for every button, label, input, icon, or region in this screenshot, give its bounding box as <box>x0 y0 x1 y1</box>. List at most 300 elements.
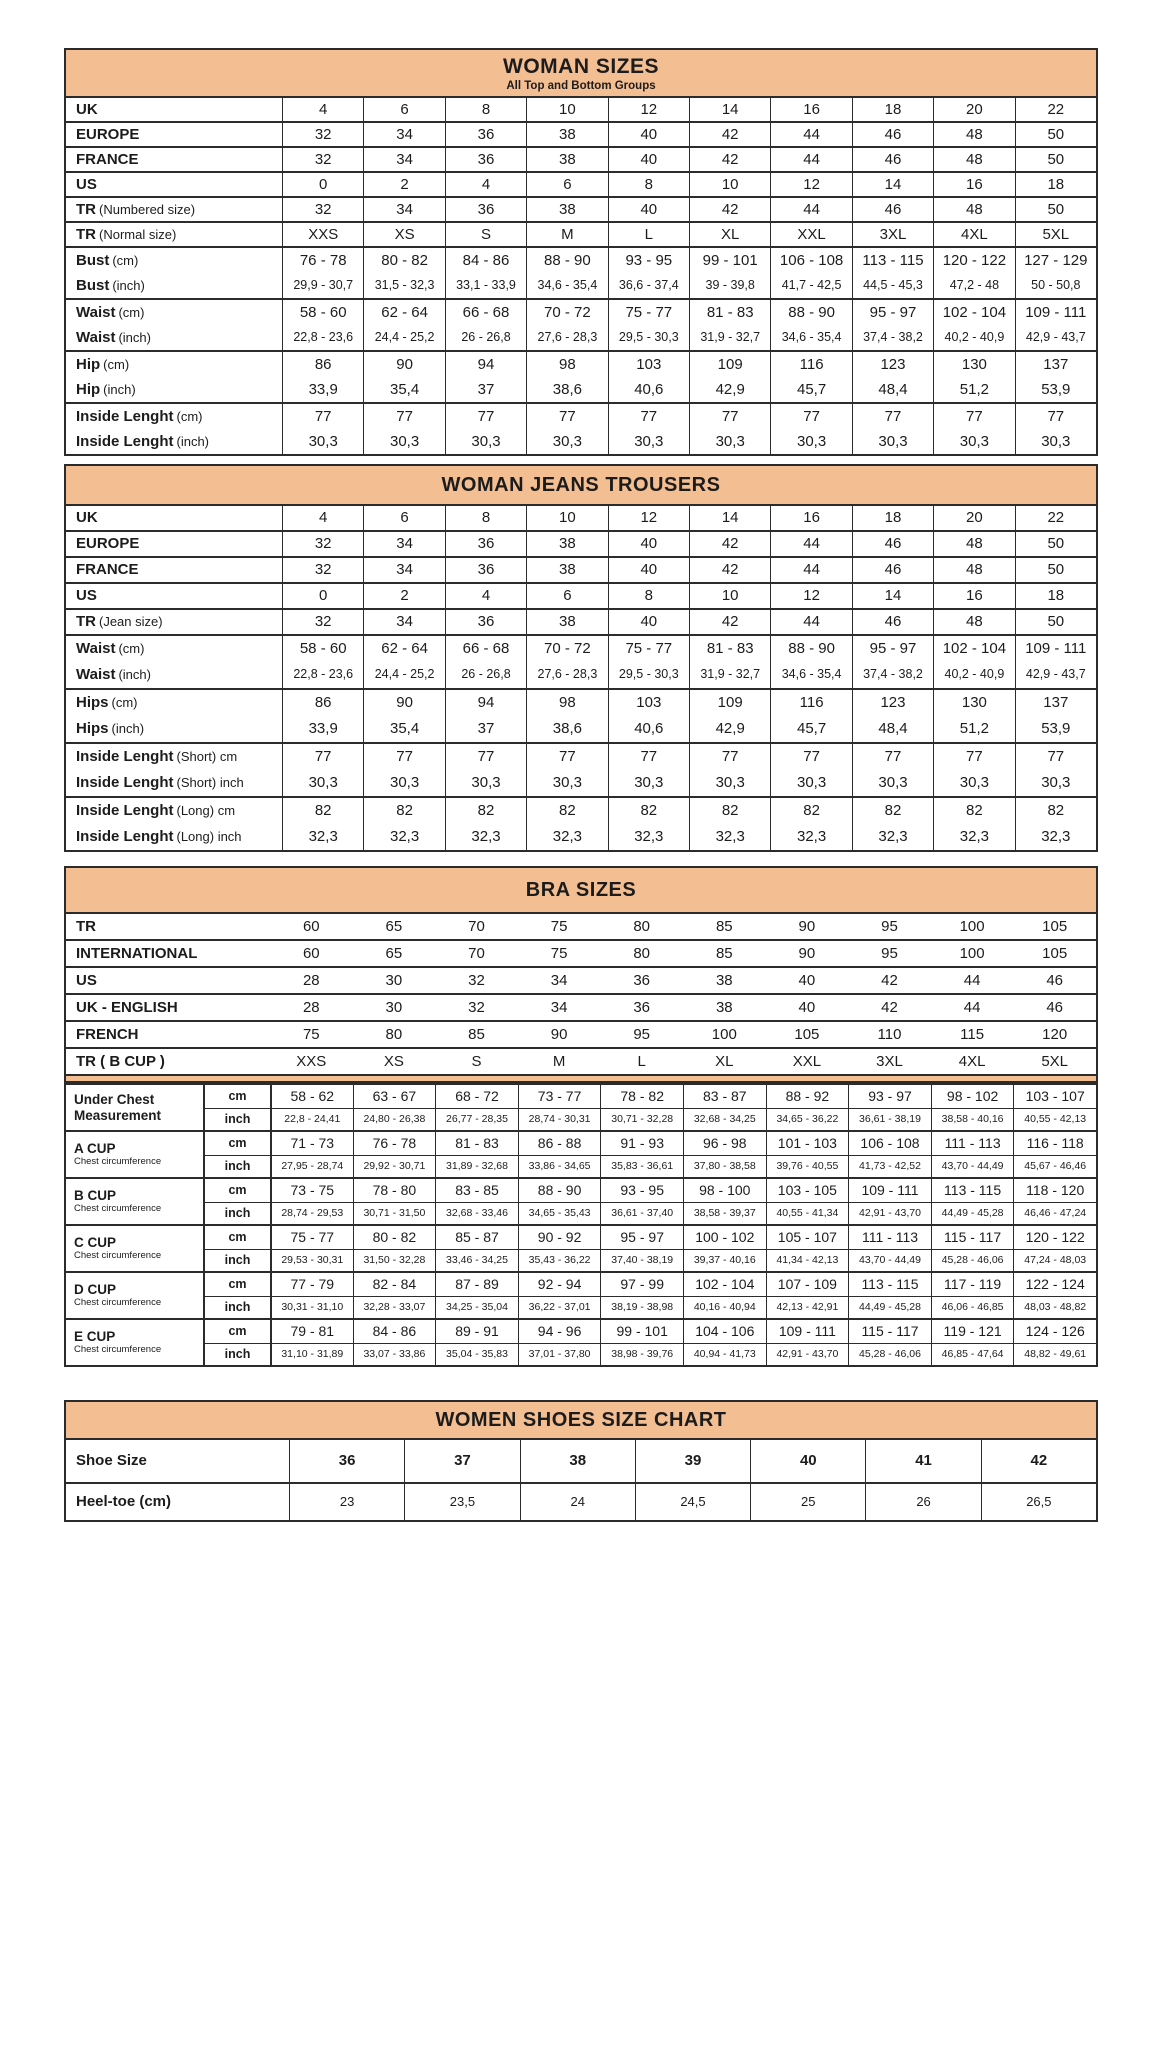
table-cell: 30,3 <box>933 429 1014 454</box>
table-cell: 29,9 - 30,7 <box>282 273 363 298</box>
table-cell: 34,6 - 35,4 <box>526 273 607 298</box>
table-cell: 40 <box>608 610 689 634</box>
table-cell: XXS <box>296 1052 327 1070</box>
table-cell: 68 - 72 <box>435 1085 518 1108</box>
table-cell: 77 <box>933 404 1014 429</box>
table-cell: 120 <box>1042 1025 1068 1043</box>
table-cell: 60 <box>302 944 320 962</box>
table-cell: 95 <box>881 917 898 935</box>
table-cell: 34 <box>363 198 444 221</box>
table-cell: 88 - 90 <box>526 248 607 273</box>
table-cell: 82 <box>282 798 363 824</box>
table-cell: 62 - 64 <box>363 636 444 662</box>
table-cell: 30,3 <box>445 429 526 454</box>
table-row <box>66 352 1096 377</box>
table-cell: 77 <box>689 404 770 429</box>
table-cell: 42,13 - 42,91 <box>766 1296 849 1319</box>
table-cell: 36 <box>445 558 526 582</box>
row-label: Waist (inch) <box>76 666 151 684</box>
row-label: Inside Lenght (Short) cm <box>76 748 238 766</box>
table-cell: 63 - 67 <box>353 1085 436 1108</box>
unit-label: cm <box>203 1085 270 1108</box>
table-cell: 3XL <box>876 1052 903 1070</box>
table-cell: 82 <box>770 798 851 824</box>
row-label: Bust (inch) <box>76 276 145 294</box>
table-cell: 24,80 - 26,38 <box>353 1108 436 1131</box>
table-row <box>66 148 1096 171</box>
woman-jeans-body <box>66 506 1096 850</box>
table-cell: 50 <box>1015 532 1096 556</box>
table-cell: 8 <box>445 506 526 530</box>
table-cell: 38 <box>526 558 607 582</box>
table-cell: 105 <box>1042 917 1068 935</box>
row-group <box>66 98 1096 121</box>
table-cell: 14 <box>852 584 933 608</box>
table-cell: 77 <box>770 404 851 429</box>
table-cell: 20 <box>933 506 1014 530</box>
table-row <box>66 636 1096 662</box>
table-cell: 88 - 90 <box>518 1179 601 1202</box>
table-cell: 42,91 - 43,70 <box>848 1202 931 1225</box>
table-cell: 46,85 - 47,64 <box>931 1343 1014 1366</box>
table-cell: 58 - 62 <box>270 1085 353 1108</box>
table-cell: 34,6 - 35,4 <box>770 662 851 688</box>
table-cell: 93 - 95 <box>600 1179 683 1202</box>
table-cell: 137 <box>1015 690 1096 716</box>
table-cell: 77 <box>608 744 689 770</box>
table-cell: 30,31 - 31,10 <box>270 1296 353 1319</box>
table-cell: 66 - 68 <box>445 636 526 662</box>
row-group <box>66 914 1096 939</box>
table-cell: 28,74 - 30,31 <box>518 1108 601 1131</box>
table-cell: 24 <box>520 1484 635 1520</box>
table-row <box>66 968 1096 993</box>
table-cell: 130 <box>933 690 1014 716</box>
table-cell: 36 <box>633 971 651 989</box>
table-cell: 86 - 88 <box>518 1132 601 1155</box>
table-cell: 102 - 104 <box>933 300 1014 325</box>
row-label: US <box>76 971 97 989</box>
table-cell: 30,3 <box>363 429 444 454</box>
table-cell: 38,6 <box>526 716 607 742</box>
table-cell: 137 <box>1015 352 1096 377</box>
table-cell: 40,2 - 40,9 <box>933 662 1014 688</box>
table-cell: 30,71 - 32,28 <box>600 1108 683 1131</box>
table-cell: 48,4 <box>852 716 933 742</box>
table-cell: 30,3 <box>608 429 689 454</box>
table-cell: 30,3 <box>282 770 363 796</box>
table-cell: 34 <box>363 148 444 171</box>
table-cell: 10 <box>689 584 770 608</box>
table-row <box>66 770 1096 796</box>
row-label: Shoe Size <box>76 1452 147 1470</box>
table-cell: 32,68 - 33,46 <box>435 1202 518 1225</box>
table-cell: 96 - 98 <box>683 1132 766 1155</box>
table-cell: 36,6 - 37,4 <box>608 273 689 298</box>
table-cell: 62 - 64 <box>363 300 444 325</box>
row-group <box>66 993 1096 1020</box>
table-cell: 113 - 115 <box>848 1273 931 1296</box>
table-cell: 32 <box>468 998 485 1016</box>
table-cell: 48,03 - 48,82 <box>1013 1296 1096 1319</box>
cup-sublabel: Chest circumference <box>74 1155 162 1167</box>
table-row <box>66 716 1096 742</box>
table-cell: 111 - 113 <box>931 1132 1014 1155</box>
table-cell: XL <box>689 223 770 246</box>
table-cell: 81 - 83 <box>435 1132 518 1155</box>
table-cell: 48 <box>933 123 1014 146</box>
table-cell: 50 <box>1015 123 1096 146</box>
row-group <box>66 966 1096 993</box>
table-cell: 24,4 - 25,2 <box>363 662 444 688</box>
table-cell: 46 <box>1046 998 1064 1016</box>
table-cell: 80 <box>633 944 651 962</box>
table-cell: 32 <box>282 558 363 582</box>
table-row <box>66 690 1096 716</box>
table-cell: 48 <box>933 610 1014 634</box>
table-cell: 34,65 - 36,22 <box>766 1108 849 1131</box>
table-cell: 39 - 39,8 <box>689 273 770 298</box>
table-cell: 41,7 - 42,5 <box>770 273 851 298</box>
table-cell: 38,19 - 38,98 <box>600 1296 683 1319</box>
table-cell: 40,55 - 42,13 <box>1013 1108 1096 1131</box>
table-cell: 70 - 72 <box>526 300 607 325</box>
table-cell: 30,3 <box>933 770 1014 796</box>
row-label: TR <box>76 917 96 935</box>
table-cell: 37 <box>404 1440 519 1482</box>
table-row <box>66 300 1096 325</box>
woman-jeans-header <box>66 466 1096 506</box>
table-cell: 116 <box>770 690 851 716</box>
table-cell: 4XL <box>958 1052 986 1070</box>
table-cell: 42 <box>689 148 770 171</box>
table-cell: 42,9 - 43,7 <box>1015 325 1096 350</box>
table-cell: 46 <box>852 610 933 634</box>
table-cell: 104 - 106 <box>683 1320 766 1343</box>
table-cell: 98 - 100 <box>683 1179 766 1202</box>
table-cell: 98 <box>526 690 607 716</box>
table-cell: 48,4 <box>852 377 933 402</box>
table-cell: 44,5 - 45,3 <box>852 273 933 298</box>
table-cell: 95 - 97 <box>852 636 933 662</box>
table-cell: 103 <box>608 690 689 716</box>
table-cell: 33,1 - 33,9 <box>445 273 526 298</box>
row-label: Hip (inch) <box>76 380 136 398</box>
table-cell: XS <box>383 1052 404 1070</box>
table-cell: 36 <box>289 1440 404 1482</box>
table-cell: S <box>445 223 526 246</box>
table-cell: 32,3 <box>445 824 526 850</box>
table-cell: 32,3 <box>282 824 363 850</box>
row-group <box>66 556 1096 582</box>
table-cell: 40,55 - 41,34 <box>766 1202 849 1225</box>
table-cell: 109 - 111 <box>1015 636 1096 662</box>
table-cell: 99 - 101 <box>689 248 770 273</box>
table-cell: 109 <box>689 690 770 716</box>
row-group <box>66 402 1096 454</box>
table-cell: 16 <box>770 98 851 121</box>
women-shoes-table <box>64 1400 1098 1522</box>
table-cell: 30,3 <box>770 429 851 454</box>
table-cell: 120 - 122 <box>1013 1226 1096 1249</box>
table-cell: 77 <box>363 404 444 429</box>
table-cell: 81 - 83 <box>689 300 770 325</box>
table-cell: 75 <box>550 917 568 935</box>
table-cell: 50 - 50,8 <box>1015 273 1096 298</box>
table-cell: 123 <box>852 352 933 377</box>
table-cell: 124 - 126 <box>1013 1320 1096 1343</box>
row-group <box>66 298 1096 350</box>
table-cell: 77 <box>363 744 444 770</box>
table-cell: 73 - 75 <box>270 1179 353 1202</box>
table-cell: 40,6 <box>608 716 689 742</box>
table-cell: 33,46 - 34,25 <box>435 1249 518 1272</box>
table-cell: XL <box>715 1052 734 1070</box>
table-cell: 92 - 94 <box>518 1273 601 1296</box>
table-cell: 37,01 - 37,80 <box>518 1343 601 1366</box>
table-cell: 32,3 <box>852 824 933 850</box>
table-cell: 77 <box>445 404 526 429</box>
table-cell: 12 <box>770 584 851 608</box>
table-cell: 106 - 108 <box>848 1132 931 1155</box>
table-cell: 36 <box>445 532 526 556</box>
table-cell: 41 <box>865 1440 980 1482</box>
row-group <box>66 608 1096 634</box>
table-cell: 77 <box>933 744 1014 770</box>
table-cell: 44 <box>770 532 851 556</box>
table-cell: 37,40 - 38,19 <box>600 1249 683 1272</box>
unit-label: inch <box>203 1296 270 1319</box>
table-cell: 0 <box>282 584 363 608</box>
table-cell: 85 <box>715 917 733 935</box>
table-row <box>66 798 1096 824</box>
cup-sublabel: Chest circumference <box>74 1343 162 1355</box>
table-cell: 103 - 107 <box>1013 1085 1096 1108</box>
table-cell: 30,3 <box>526 429 607 454</box>
unit-label: cm <box>203 1226 270 1249</box>
table-cell: 36 <box>445 123 526 146</box>
table-cell: 101 - 103 <box>766 1132 849 1155</box>
table-cell: 83 - 87 <box>683 1085 766 1108</box>
table-cell: 29,5 - 30,3 <box>608 662 689 688</box>
table-cell: 37 <box>445 377 526 402</box>
table-cell: 34 <box>550 998 568 1016</box>
table-cell: 75 - 77 <box>608 300 689 325</box>
table-cell: 4XL <box>933 223 1014 246</box>
table-cell: 32,3 <box>1015 824 1096 850</box>
table-row <box>66 325 1096 350</box>
table-cell: 27,6 - 28,3 <box>526 662 607 688</box>
row-group <box>66 246 1096 298</box>
table-row <box>66 532 1096 556</box>
table-cell: 43,70 - 44,49 <box>931 1155 1014 1178</box>
table-cell: 44 <box>963 971 981 989</box>
table-cell: 47,24 - 48,03 <box>1013 1249 1096 1272</box>
table-cell: 115 - 117 <box>931 1226 1014 1249</box>
table-cell: 90 <box>798 917 816 935</box>
table-cell: 40,16 - 40,94 <box>683 1296 766 1319</box>
woman-sizes-table <box>64 48 1098 456</box>
table-row <box>66 273 1096 298</box>
table-cell: 90 <box>798 944 816 962</box>
table-cell: 12 <box>770 173 851 196</box>
row-group <box>66 796 1096 850</box>
table-cell: 42,91 - 43,70 <box>766 1343 849 1366</box>
row-group <box>66 582 1096 608</box>
bra-sizes-header <box>66 868 1096 914</box>
table-cell: 115 - 117 <box>848 1320 931 1343</box>
table-cell: 75 <box>302 1025 320 1043</box>
unit-label: inch <box>203 1155 270 1178</box>
table-row <box>66 173 1096 196</box>
table-cell: 94 <box>445 352 526 377</box>
table-cell: 45,7 <box>770 377 851 402</box>
table-cell: 77 <box>689 744 770 770</box>
table-cell: 16 <box>770 506 851 530</box>
table-cell: 77 <box>608 404 689 429</box>
table-cell: 38,58 - 40,16 <box>931 1108 1014 1131</box>
table-cell: 38 <box>526 148 607 171</box>
row-label: TR ( B CUP ) <box>76 1052 165 1070</box>
women-shoes-title: WOMEN SHOES SIZE CHART <box>435 1408 727 1431</box>
table-cell: 50 <box>1015 610 1096 634</box>
row-group <box>66 939 1096 966</box>
row-label: INTERNATIONAL <box>76 944 198 962</box>
table-cell: 40 <box>608 148 689 171</box>
table-cell: 75 - 77 <box>270 1226 353 1249</box>
table-cell: XXL <box>770 223 851 246</box>
table-cell: 82 <box>689 798 770 824</box>
table-row <box>66 429 1096 454</box>
table-cell: 65 <box>385 917 403 935</box>
table-row <box>66 558 1096 582</box>
table-row <box>66 1482 1096 1520</box>
table-cell: 34 <box>550 971 568 989</box>
table-cell: 35,43 - 36,22 <box>518 1249 601 1272</box>
table-cell: 44,49 - 45,28 <box>848 1296 931 1319</box>
cup-row-group <box>66 1130 1096 1177</box>
table-cell: 30,3 <box>852 429 933 454</box>
table-cell: 122 - 124 <box>1013 1273 1096 1296</box>
row-label: FRENCH <box>76 1025 139 1043</box>
table-cell: 42 <box>689 123 770 146</box>
table-row <box>66 506 1096 530</box>
table-cell: 70 <box>468 917 485 935</box>
table-cell: 30 <box>385 998 403 1016</box>
woman-jeans-title: WOMAN JEANS TROUSERS <box>441 473 721 496</box>
cup-label: A CUP Chest circumference <box>66 1132 203 1177</box>
table-cell: M <box>526 223 607 246</box>
row-label: UK <box>76 100 98 118</box>
table-row <box>66 404 1096 429</box>
table-cell: 83 - 85 <box>435 1179 518 1202</box>
table-cell: 30,3 <box>363 770 444 796</box>
table-cell: 50 <box>1015 198 1096 221</box>
table-cell: 33,9 <box>282 377 363 402</box>
table-cell: 4 <box>282 98 363 121</box>
table-row <box>66 744 1096 770</box>
row-group <box>66 1020 1096 1047</box>
table-cell: 8 <box>608 584 689 608</box>
table-cell: 91 - 93 <box>600 1132 683 1155</box>
table-cell: 81 - 83 <box>689 636 770 662</box>
table-cell: 82 <box>933 798 1014 824</box>
table-cell: 40,94 - 41,73 <box>683 1343 766 1366</box>
table-cell: 14 <box>689 506 770 530</box>
table-cell: 42,9 <box>689 716 770 742</box>
table-row <box>66 662 1096 688</box>
table-cell: 36 <box>445 148 526 171</box>
table-cell: 95 - 97 <box>600 1226 683 1249</box>
unit-label: cm <box>203 1132 270 1155</box>
table-cell: 41,34 - 42,13 <box>766 1249 849 1272</box>
table-cell: 113 - 115 <box>852 248 933 273</box>
row-label: Bust (cm) <box>76 251 139 269</box>
table-cell: 38,6 <box>526 377 607 402</box>
table-cell: 34,6 - 35,4 <box>770 325 851 350</box>
table-cell: 75 - 77 <box>608 636 689 662</box>
table-cell: 93 - 97 <box>848 1085 931 1108</box>
table-cell: 82 <box>852 798 933 824</box>
table-cell: 30,3 <box>770 770 851 796</box>
table-cell: 24,5 <box>635 1484 750 1520</box>
row-label: Inside Lenght (Long) cm <box>76 802 236 820</box>
table-cell: 8 <box>445 98 526 121</box>
table-cell: 30,71 - 31,50 <box>353 1202 436 1225</box>
table-cell: 100 <box>711 1025 737 1043</box>
table-cell: 46,46 - 47,24 <box>1013 1202 1096 1225</box>
table-cell: 42 <box>881 998 898 1016</box>
table-row <box>66 223 1096 246</box>
table-cell: 44 <box>770 610 851 634</box>
row-label: Inside Lenght (Long) inch <box>76 828 242 846</box>
table-cell: 18 <box>852 98 933 121</box>
table-cell: 115 <box>960 1025 985 1043</box>
table-cell: 98 <box>526 352 607 377</box>
table-cell: 33,9 <box>282 716 363 742</box>
cup-label: D CUP Chest circumference <box>66 1273 203 1318</box>
table-cell: 25 <box>750 1484 865 1520</box>
table-cell: 95 <box>633 1025 651 1043</box>
table-cell: 47,2 - 48 <box>933 273 1014 298</box>
table-cell: 30,3 <box>526 770 607 796</box>
table-row <box>66 1022 1096 1047</box>
table-cell: 80 <box>633 917 651 935</box>
table-cell: 6 <box>526 584 607 608</box>
table-cell: 58 - 60 <box>282 636 363 662</box>
table-cell: 84 - 86 <box>445 248 526 273</box>
table-cell: 77 <box>770 744 851 770</box>
table-cell: 70 - 72 <box>526 636 607 662</box>
row-label: Inside Lenght (inch) <box>76 432 210 450</box>
table-row <box>66 584 1096 608</box>
table-cell: 37,4 - 38,2 <box>852 662 933 688</box>
cup-sublabel: Chest circumference <box>74 1296 162 1308</box>
table-cell: 26,77 - 28,35 <box>435 1108 518 1131</box>
table-cell: 42 <box>981 1440 1096 1482</box>
table-cell: 60 <box>302 917 320 935</box>
table-cell: 36 <box>445 610 526 634</box>
table-cell: 32 <box>282 148 363 171</box>
table-row <box>66 610 1096 634</box>
table-cell: 93 - 95 <box>608 248 689 273</box>
table-cell: 45,28 - 46,06 <box>848 1343 931 1366</box>
table-cell: 88 - 90 <box>770 300 851 325</box>
table-cell: 40 <box>608 198 689 221</box>
table-cell: M <box>552 1052 566 1070</box>
table-cell: 44 <box>770 148 851 171</box>
table-cell: 22 <box>1015 506 1096 530</box>
